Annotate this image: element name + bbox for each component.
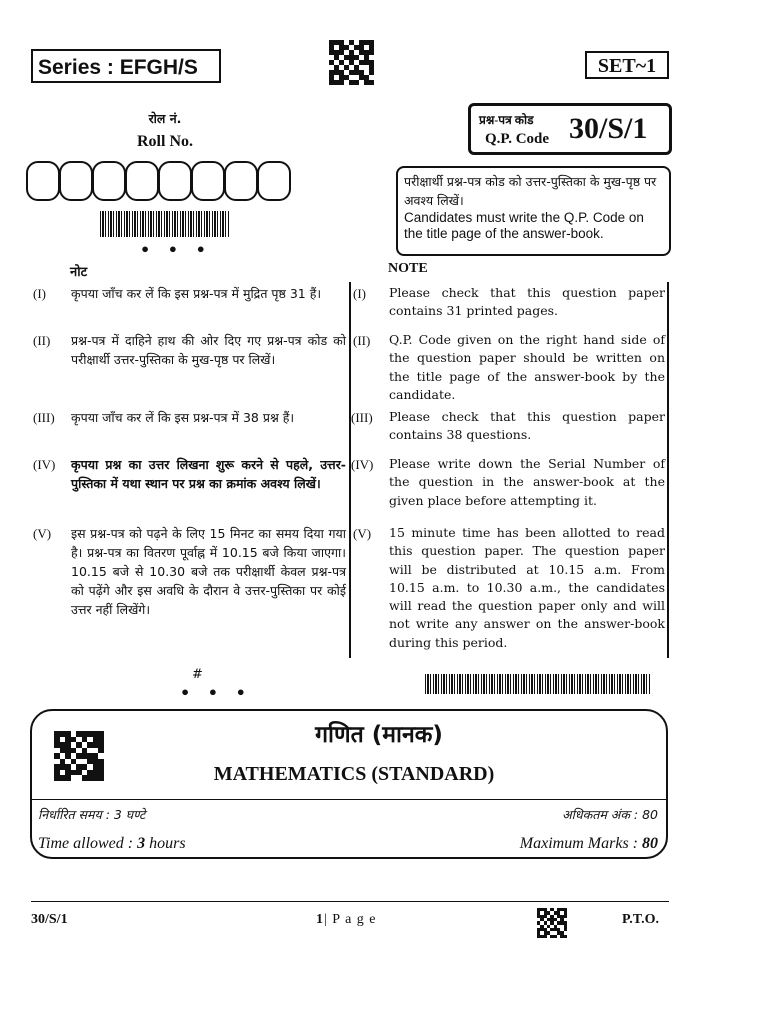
roll-digit-box[interactable] — [125, 161, 159, 201]
note-number: (I) — [353, 286, 366, 301]
note-text-hindi: कृपया जाँच कर लें कि इस प्रश्न-पत्र में 38 प्रश्न हैं। — [71, 410, 295, 425]
note-number: (V) — [353, 526, 372, 541]
page-number: 1| P a g e — [316, 912, 377, 927]
note-heading: NOTE — [388, 261, 428, 276]
roll-label-hindi: रोल नं. — [148, 111, 182, 126]
note-number: (V) — [33, 526, 52, 541]
footer-divider — [31, 901, 669, 902]
instruction-english: Candidates must write the Q.P. Code on the title page of the answer-book. — [404, 210, 644, 241]
note-number: (IV) — [351, 457, 374, 472]
note-heading-hindi: नोट — [70, 264, 88, 279]
max-marks-hindi: अधिकतम अंक : 80 — [562, 807, 658, 822]
time-allowed-hindi: निर्धारित समय : 3 घण्टे — [38, 807, 146, 822]
qp-code-label: Q.P. Code — [485, 131, 550, 147]
subject-title: MATHEMATICS (STANDARD) — [213, 763, 495, 785]
barcode — [425, 674, 651, 694]
note-number: (I) — [33, 286, 46, 301]
dots-separator: • • • — [140, 240, 212, 259]
note-number: (II) — [33, 333, 51, 348]
time-allowed: Time allowed : 3 hours — [38, 835, 186, 852]
note-text-hindi: कृपया प्रश्न का उत्तर लिखना शुरू करने से पहले, उत्तर-पुस्तिका में यथा स्थान पर प्रश्न का क्रमांक अवश्य लिखें। — [71, 457, 346, 491]
set-label: SET~1 — [585, 51, 669, 79]
note-text-hindi: प्रश्न-पत्र में दाहिने हाथ की ओर दिए गए प्रश्न-पत्र कोड को परीक्षार्थी उत्तर-पुस्तिका के मुख-पृष्ठ पर लिखें। — [71, 333, 346, 367]
note-text: Please write down the Serial Number of the question in the answer-book at the given place before attempting it. — [389, 456, 665, 508]
dots-separator: • • • — [180, 683, 252, 702]
note-number: (III) — [33, 410, 55, 425]
qr-code-icon — [329, 40, 374, 85]
subject-title-hindi: गणित (मानक) — [315, 722, 443, 748]
roll-label: Roll No. — [137, 133, 193, 150]
qr-code-icon — [537, 908, 567, 938]
note-text: Please check that this question paper contains 38 questions. — [389, 409, 665, 443]
footer-code: 30/S/1 — [31, 912, 68, 927]
qp-code-box — [468, 103, 672, 155]
note-text: Please check that this question paper contains 31 printed pages. — [389, 285, 665, 319]
barcode — [100, 211, 230, 237]
series-label: Series : EFGH/S — [31, 49, 221, 83]
note-number: (III) — [351, 410, 373, 425]
hash-mark: # — [192, 667, 203, 682]
qp-code-label-hindi: प्रश्न-पत्र कोड — [479, 113, 534, 127]
notes-section — [31, 282, 669, 658]
roll-digit-box[interactable] — [224, 161, 258, 201]
roll-digit-box[interactable] — [92, 161, 126, 201]
instruction-hindi: परीक्षार्थी प्रश्न-पत्र कोड को उत्तर-पुस्तिका के मुख-पृष्ठ पर अवश्य लिखें। — [404, 174, 657, 208]
subject-box — [30, 709, 668, 859]
roll-number-boxes — [26, 161, 290, 201]
roll-digit-box[interactable] — [191, 161, 225, 201]
note-text-hindi: इस प्रश्न-पत्र को पढ़ने के लिए 15 मिनट का समय दिया गया है। प्रश्न-पत्र का वितरण पूर्वाह्न में 10.15 बजे किया जाएगा। 10.15 बजे से 10.30 बजे तक परीक्षार्थी केवल प्रश्न-पत्र को पढ़ेंगे और इस अवधि के दौरान वे उत्तर-पुस्तिका पर कोई उत्तर नहीं लिखेंगे। — [71, 526, 346, 617]
roll-digit-box[interactable] — [26, 161, 60, 201]
note-text: 15 minute time has been allotted to read this question paper. The question paper will be distributed at 10.15 a.m. From 10.15 a.m. to 10.30 a.m., the candidates will read the question paper only and will not write any answer on the answer-book during this period. — [389, 525, 665, 650]
note-number: (II) — [353, 333, 371, 348]
roll-digit-box[interactable] — [257, 161, 291, 201]
note-text-hindi: कृपया जाँच कर लें कि इस प्रश्न-पत्र में मुद्रित पृष्ठ 31 हैं। — [71, 286, 322, 301]
pto-label: P.T.O. — [622, 912, 659, 927]
note-text: Q.P. Code given on the right hand side of the question paper should be written on the title page of the answer-book by the candidate. — [389, 332, 665, 402]
roll-digit-box[interactable] — [158, 161, 192, 201]
qp-code-value: 30/S/1 — [569, 112, 648, 145]
note-number: (IV) — [33, 457, 56, 472]
max-marks: Maximum Marks : 80 — [519, 835, 658, 852]
instruction-box — [396, 166, 671, 256]
roll-digit-box[interactable] — [59, 161, 93, 201]
